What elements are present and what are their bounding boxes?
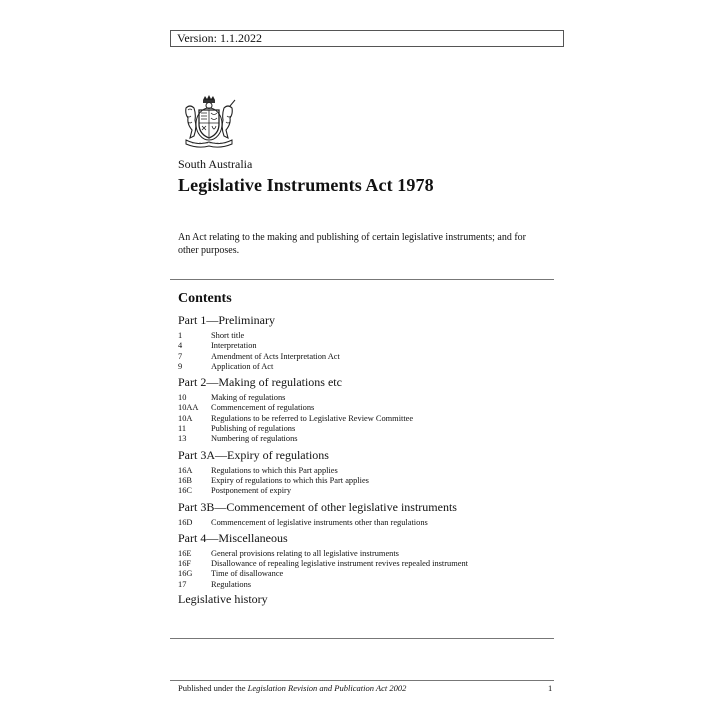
version-label: Version: 1.1.2022 [177,31,262,45]
toc-entry-label: General provisions relating to all legislative instruments [211,548,399,558]
toc-entry[interactable] [178,341,554,351]
toc-entry-number: 16B [178,475,192,485]
toc-entry[interactable] [178,352,554,362]
toc-entry-label: Application of Act [211,361,274,371]
toc-entry[interactable] [178,486,554,496]
toc-part-group [178,393,554,444]
toc-entry-label: Commencement of legislative instruments other than regulations [211,517,428,527]
toc-entry[interactable] [178,393,554,403]
toc-entry-label: Publishing of regulations [211,424,296,434]
toc-entry-label: Regulations to which this Part applies [211,465,338,475]
divider-top [170,279,554,280]
toc-entry[interactable] [178,403,554,413]
toc-entry-number: 16D [178,517,193,527]
toc-entry[interactable] [178,414,554,424]
toc-entry[interactable] [178,569,554,579]
toc-entry-number: 16F [178,559,192,569]
toc-entry-label: Short title [211,331,245,340]
toc-entry-label: Disallowance of repealing legislative instrument revives repealed instrument [211,559,468,569]
version-box [170,30,564,47]
toc-entry-number: 16G [178,569,193,579]
jurisdiction: South Australia [178,157,253,171]
act-title: Legislative Instruments Act 1978 [178,175,434,195]
divider-bottom [170,638,554,639]
toc-entry-number: 11 [178,424,187,434]
toc-entry-number: 7 [178,351,183,361]
toc-part-title[interactable]: Part 1—Preliminary [178,313,275,327]
footer-act-name: Legislation Revision and Publication Act 2002 [247,683,407,693]
toc-entry[interactable] [178,476,554,486]
toc-part-title[interactable]: Part 3B—Commencement of other legislative instruments [178,499,457,514]
toc-entry[interactable] [178,549,554,559]
toc-legislative-history[interactable]: Legislative history [178,592,268,607]
table-of-contents [178,311,554,606]
toc-part-title[interactable]: Part 2—Making of regulations etc [178,375,342,390]
toc-entry-label: Regulations to be referred to Legislative Review Committee [211,413,414,423]
toc-entry[interactable] [178,518,554,528]
footer-prefix: Published under the [178,683,248,693]
toc-entry[interactable] [178,434,554,444]
toc-entry[interactable] [178,580,554,590]
toc-entry-label: Expiry of regulations to which this Part applies [211,475,369,485]
toc-entry[interactable] [178,559,554,569]
contents-heading: Contents [178,291,232,306]
royal-coat-of-arms-icon [178,94,240,148]
toc-entry-label: Commencement of regulations [211,403,315,413]
toc-part-title[interactable]: Part 3A—Expiry of regulations [178,447,329,462]
footer-divider [170,680,554,681]
toc-entry-label: Making of regulations [211,393,286,403]
toc-part-group [178,331,554,372]
toc-entry-number: 13 [178,434,187,444]
toc-entry-number: 1 [178,331,183,340]
toc-entry-label: Amendment of Acts Interpretation Act [211,351,340,361]
toc-part-group [178,549,554,590]
toc-entry-number: 10AA [178,403,199,413]
footer-publication-note [178,683,406,693]
long-title: An Act relating to the making and publishing of certain legislative instruments; and for other purposes. [178,232,526,256]
toc-part-group [178,518,554,528]
toc-entry-number: 16A [178,465,193,475]
toc-entry[interactable] [178,362,554,372]
toc-entry-number: 16E [178,548,192,558]
page-number: 1 [548,683,553,693]
toc-entry-label: Postponement of expiry [211,486,292,496]
toc-entry-label: Numbering of regulations [211,434,298,444]
toc-entry-label: Time of disallowance [211,569,284,579]
toc-entry-label: Interpretation [211,341,257,351]
toc-entry-number: 4 [178,341,183,351]
toc-entry-number: 17 [178,579,187,589]
toc-entry[interactable] [178,331,554,341]
toc-entry-label: Regulations [211,579,252,589]
toc-entry-number: 10 [178,393,187,403]
toc-part-group [178,466,554,497]
toc-part-title[interactable]: Part 4—Miscellaneous [178,530,288,545]
toc-entry[interactable] [178,466,554,476]
toc-entry-number: 9 [178,361,183,371]
toc-entry-number: 16C [178,486,192,496]
toc-entry[interactable] [178,424,554,434]
toc-entry-number: 10A [178,413,193,423]
